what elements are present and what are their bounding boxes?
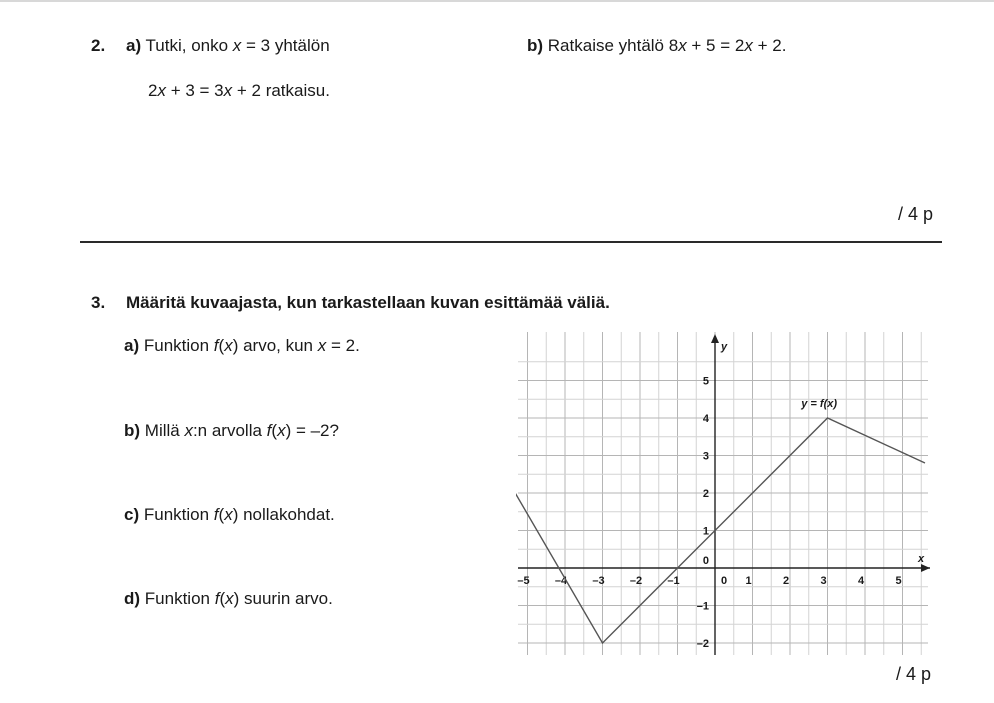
y-tick-label: 2 (702, 488, 709, 500)
graph-tick-labels (517, 376, 901, 651)
task2-a-l2-pre: 2 (148, 81, 158, 100)
task3-a-pre: Funktion (143, 336, 214, 355)
graph-axes (518, 334, 930, 655)
task3-c-post: ) nollakohdat. (232, 505, 335, 524)
section-divider (80, 241, 942, 243)
task3-c-f: f (213, 505, 219, 524)
task3-b-post: ) = –2? (285, 421, 339, 440)
task2-number: 2. (91, 36, 106, 55)
task3-b-f: f (266, 421, 272, 440)
task3-b-mid2: ( (271, 421, 278, 440)
task2-b-post: + 2. (752, 36, 787, 55)
task3-d-pre: Funktion (144, 589, 215, 608)
task3-c-x: x (224, 505, 233, 524)
task3-c-pre: Funktion (143, 505, 214, 524)
x-tick-label: –5 (517, 575, 530, 587)
y-axis-arrow (711, 334, 719, 343)
task2-a-l2-x1: x (157, 81, 166, 100)
task3-a-label: a) (124, 336, 140, 355)
y-tick-label: 5 (702, 375, 709, 388)
x-tick-label: 2 (782, 575, 790, 587)
x-tick-label: 4 (857, 575, 865, 587)
y-tick-label: 3 (702, 450, 709, 463)
task2-a-var: x (232, 36, 242, 55)
task2-b-x2: x (744, 36, 753, 55)
task3-c-label: c) (124, 505, 140, 524)
x-tick-label: 3 (820, 575, 827, 587)
graph-grid (516, 332, 928, 655)
task2-b-line (527, 36, 786, 56)
task2-b-pre: Ratkaise yhtälö 8 (547, 36, 679, 55)
task2-a-l2-x2: x (223, 81, 233, 100)
task2-a-text2: = 3 yhtälön (241, 36, 330, 55)
task2-a-label: a) (126, 36, 142, 55)
task3-a-post: = 2. (326, 336, 360, 355)
task3-b-x: x (184, 421, 193, 440)
x-tick-label: 5 (895, 575, 902, 587)
task2-b-x1: x (678, 36, 687, 55)
task3-a-mid2: ) arvo, kun (232, 336, 318, 355)
x-axis-label: x (918, 553, 925, 565)
task3-c (124, 505, 335, 525)
task3-a-f: f (213, 336, 219, 355)
task3-d-label: d) (124, 589, 141, 608)
task2-a-l2-post: + 2 ratkaisu. (232, 81, 330, 100)
task3-points: / 4 p (896, 664, 932, 684)
y-tick-label: 1 (702, 525, 709, 538)
task2-b-mid: + 5 = 2 (686, 36, 745, 55)
task3-c-mid: ( (218, 505, 225, 524)
task2-b-label: b) (527, 36, 544, 55)
x-tick-label: –4 (554, 575, 568, 587)
y-tick-label: 0 (702, 555, 709, 567)
task2-points: / 4 p (898, 204, 934, 224)
x-tick-label-origin: 0 (721, 575, 728, 587)
x-tick-label: 1 (745, 575, 752, 587)
x-tick-label: –3 (592, 575, 605, 587)
x-axis-arrow (921, 564, 930, 572)
task3-a-mid: ( (218, 336, 225, 355)
top-border (0, 0, 994, 2)
task3-a-x2: x (317, 336, 327, 355)
task3-d-x: x (225, 589, 234, 608)
task3-a-x: x (224, 336, 233, 355)
task2-a-line2 (148, 81, 330, 101)
task3-d-f: f (214, 589, 220, 608)
x-tick-label: –1 (667, 575, 680, 587)
task3-b-x2: x (277, 421, 286, 440)
task3-d (124, 589, 333, 609)
task3-b-label: b) (124, 421, 141, 440)
function-label: y = f(x) (801, 397, 838, 410)
task3-b-pre: Millä (144, 421, 185, 440)
task3-d-post: ) suurin arvo. (233, 589, 333, 608)
x-tick-label: –2 (629, 575, 643, 587)
y-tick-label: 4 (702, 413, 709, 425)
function-graph (516, 330, 936, 660)
task3-b-mid: :n arvolla (192, 421, 267, 440)
task3-d-mid: ( (219, 589, 226, 608)
y-tick-label: –2 (696, 638, 709, 650)
task3-intro: Määritä kuvaajasta, kun tarkastellaan kuvan esittämää väliä. (126, 293, 610, 312)
task3-b (124, 421, 339, 441)
task2-a-l2-mid: + 3 = 3 (165, 81, 224, 100)
task2-a-line1 (126, 36, 330, 56)
task3-number: 3. (91, 293, 106, 312)
y-tick-label: –1 (696, 600, 709, 613)
task2-a-text1: Tutki, onko (145, 36, 233, 55)
task3-a (124, 336, 360, 356)
y-axis-label: y (721, 341, 728, 353)
